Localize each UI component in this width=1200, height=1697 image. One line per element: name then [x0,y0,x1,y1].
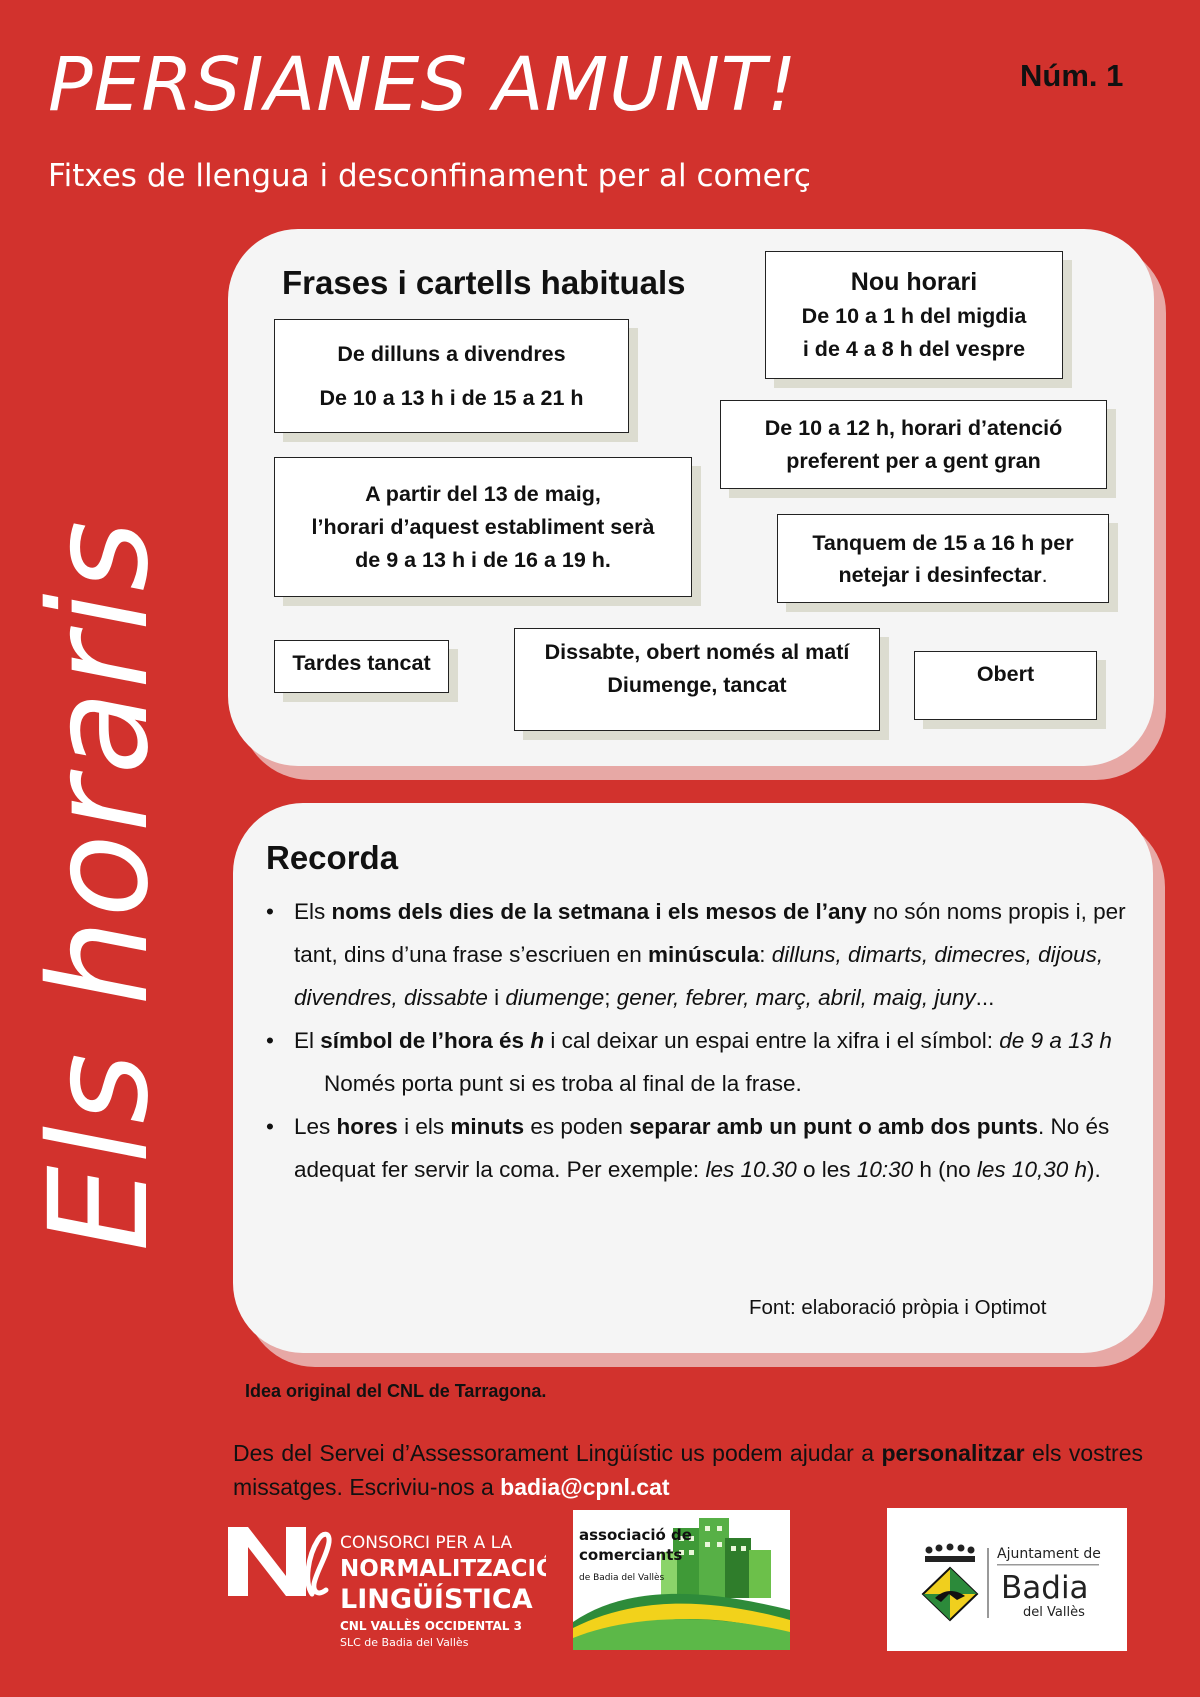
sign-line: de 9 a 13 h i de 16 a 19 h. [355,547,611,572]
cpnl-line-3: LINGÜÍSTICA [340,1584,533,1615]
page-title: PERSIANES AMUNT! [48,42,798,128]
sign-afternoons-closed [274,640,449,693]
council-logo-icon [887,1508,1127,1651]
sign-line: De 10 a 1 h del migdia [801,304,1027,328]
cpnl-line-4: CNL VALLÈS OCCIDENTAL 3 [340,1619,522,1633]
sign-line: l’horari d’aquest establiment serà [311,514,655,539]
side-title-text: Els horaris [21,518,179,1252]
sign-line: A partir del 13 de maig, [365,481,601,506]
rules-list [262,890,1132,1191]
source-note: Font: elaboració pròpia i Optimot [749,1296,1047,1319]
issue-number: Núm. 1 [1020,58,1124,93]
sign-line: De 10 a 13 h i de 15 a 21 h [319,386,584,410]
sign-line: i de 4 a 8 h del vespre [802,337,1026,361]
sign-line: Tanquem de 15 a 16 h per [812,530,1074,555]
sign-line: Diumenge, tancat [607,673,787,697]
cpnl-mark-icon [226,1524,546,1654]
rule-separators: • Les hores i els minuts es poden separar amb un punt o amb dos punts. No és adequat fer servir la coma. Per exemple: les 10.30 o les 10:30 h (no les 10,30 h). [262,1105,1132,1191]
sign-weekdays [274,319,629,433]
council-line-2: Badia [1001,1570,1089,1606]
sign-line: De 10 a 12 h, horari d’atenció [764,415,1063,440]
sign-line-period: . [1041,562,1048,587]
rule-lowercase: • Els noms dels dies de la setmana i els mesos de l’any no són noms propis i, per tant, dins d’una frase s’escriuen en minúscula: dilluns, dimarts, dimecres, dijous, divendres, dissabte i diumenge; gener, febrer, març, abril, maig, juny... [262,890,1132,1019]
sign-line: De dilluns a divendres [337,342,566,366]
cpnl-line-1: CONSORCI PER A LA [340,1533,513,1553]
sign-line-text: netejar i desinfectar [838,562,1042,587]
sign-line: preferent per a gent gran [786,448,1041,473]
merchants-logo-icon [573,1510,790,1650]
remember-heading: Recorda [266,839,399,876]
sign-heading: Nou horari [850,268,978,296]
sign-cleaning [777,514,1109,603]
sign-line: Obert [976,662,1035,686]
sign-new-hours [765,251,1063,379]
council-line-1: Ajuntament de [997,1546,1101,1562]
credit-note: Idea original del CNL de Tarragona. [245,1381,547,1401]
rule-hour-note: Només porta punt si es troba al final de la frase. [324,1071,802,1096]
sign-from-may [274,457,692,597]
sign-elderly-hours [720,400,1107,489]
association-line-2: comerciants [579,1546,683,1564]
rule-hour-symbol: • El símbol de l’hora és h i cal deixar un espai entre la xifra i el símbol: de 9 a 13 h [262,1019,1132,1062]
sign-line: Tardes tancat [292,651,431,675]
logo-city-council [887,1508,1127,1651]
page-subtitle: Fitxes de llengua i desconfinament per al comerç [48,158,811,194]
logo-cpnl [226,1524,546,1654]
association-line-1: associació de [579,1526,692,1544]
cpnl-line-5: SLC de Badia del Vallès [340,1636,469,1649]
contact-email-link[interactable]: badia@cpnl.cat [500,1474,670,1500]
cpnl-line-2: NORMALITZACIÓ [340,1556,546,1582]
sign-line [778,559,1108,591]
crown-icon [925,1544,975,1563]
association-line-3: de Badia del Vallès [579,1573,665,1583]
shield-icon [923,1568,977,1620]
sign-weekend [514,628,880,731]
sign-line: Dissabte, obert només al matí [544,640,850,664]
service-text: Des del Servei d’Assessorament Lingüístic us podem ajudar a personalitzar els vostres missatges. Escriviu-nos a badia@cpnl.cat [233,1440,1143,1500]
council-line-3: del Vallès [1023,1605,1085,1620]
logo-merchants-association [573,1510,790,1650]
signs-heading: Frases i cartells habituals [282,264,686,301]
sign-open [914,651,1097,720]
